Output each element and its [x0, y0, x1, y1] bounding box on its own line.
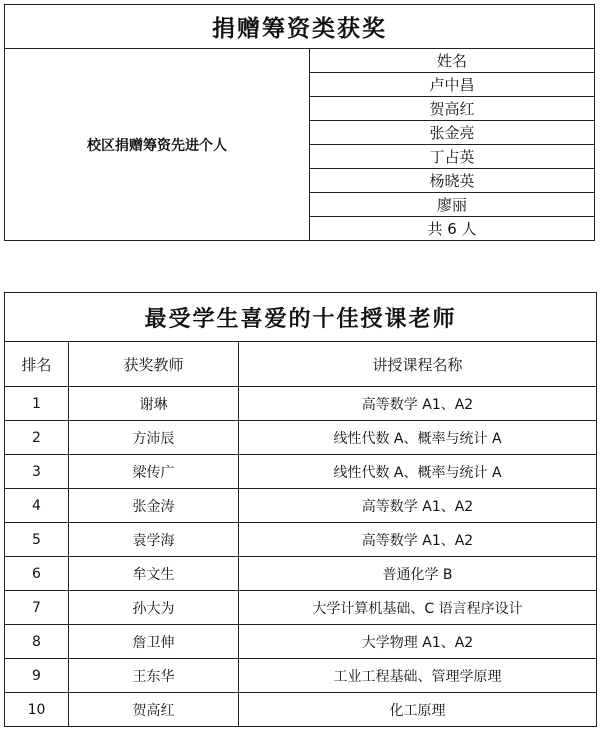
teacher-cell: 梁传广: [69, 455, 239, 489]
course-cell: 高等数学 A1、A2: [239, 387, 597, 421]
rank-cell: 10: [5, 693, 69, 727]
table-row: [5, 659, 597, 693]
teacher-cell: 贺高红: [69, 693, 239, 727]
teacher-cell: 王东华: [69, 659, 239, 693]
winner-name-cell: 张金亮: [310, 121, 595, 145]
course-cell: 高等数学 A1、A2: [239, 523, 597, 557]
award-category-cell: 校区捐赠筹资先进个人: [5, 49, 310, 241]
rank-header: 排名: [5, 342, 69, 387]
table-row: [5, 387, 597, 421]
winner-name-cell: 贺高红: [310, 97, 595, 121]
table-row: [5, 625, 597, 659]
top-teachers-table: [4, 292, 597, 727]
teacher-cell: 方沛辰: [69, 421, 239, 455]
course-cell: 工业工程基础、管理学原理: [239, 659, 597, 693]
course-cell: 线性代数 A、概率与统计 A: [239, 455, 597, 489]
donation-table-title: 捐赠筹资类获奖: [5, 5, 595, 49]
teacher-header: 获奖教师: [69, 342, 239, 387]
table-row: [5, 455, 597, 489]
rank-cell: 1: [5, 387, 69, 421]
table-row: [5, 591, 597, 625]
course-cell: 普通化学 B: [239, 557, 597, 591]
course-cell: 大学物理 A1、A2: [239, 625, 597, 659]
rank-cell: 4: [5, 489, 69, 523]
table-row: [5, 489, 597, 523]
teacher-cell: 牟文生: [69, 557, 239, 591]
teachers-table-title: 最受学生喜爱的十佳授课老师: [5, 293, 597, 342]
rank-cell: 9: [5, 659, 69, 693]
winner-name-cell: 杨晓英: [310, 169, 595, 193]
header-row: [5, 342, 597, 387]
teacher-cell: 孙大为: [69, 591, 239, 625]
table-row: [5, 693, 597, 727]
table-row: [5, 557, 597, 591]
winner-name-cell: 廖丽: [310, 193, 595, 217]
rank-cell: 6: [5, 557, 69, 591]
rank-cell: 2: [5, 421, 69, 455]
rank-cell: 7: [5, 591, 69, 625]
course-cell: 线性代数 A、概率与统计 A: [239, 421, 597, 455]
rank-cell: 3: [5, 455, 69, 489]
teacher-cell: 谢琳: [69, 387, 239, 421]
winner-name-cell: 丁占英: [310, 145, 595, 169]
winner-name-cell: 卢中昌: [310, 73, 595, 97]
table-row: [5, 421, 597, 455]
rank-cell: 5: [5, 523, 69, 557]
donation-award-table: [4, 4, 595, 241]
total-count-cell: 共 6 人: [310, 217, 595, 241]
teacher-cell: 詹卫伸: [69, 625, 239, 659]
teacher-cell: 袁学海: [69, 523, 239, 557]
table-row: [5, 523, 597, 557]
course-cell: 化工原理: [239, 693, 597, 727]
course-cell: 大学计算机基础、C 语言程序设计: [239, 591, 597, 625]
rank-cell: 8: [5, 625, 69, 659]
teacher-cell: 张金涛: [69, 489, 239, 523]
course-cell: 高等数学 A1、A2: [239, 489, 597, 523]
name-header-cell: 姓名: [310, 49, 595, 73]
course-header: 讲授课程名称: [239, 342, 597, 387]
